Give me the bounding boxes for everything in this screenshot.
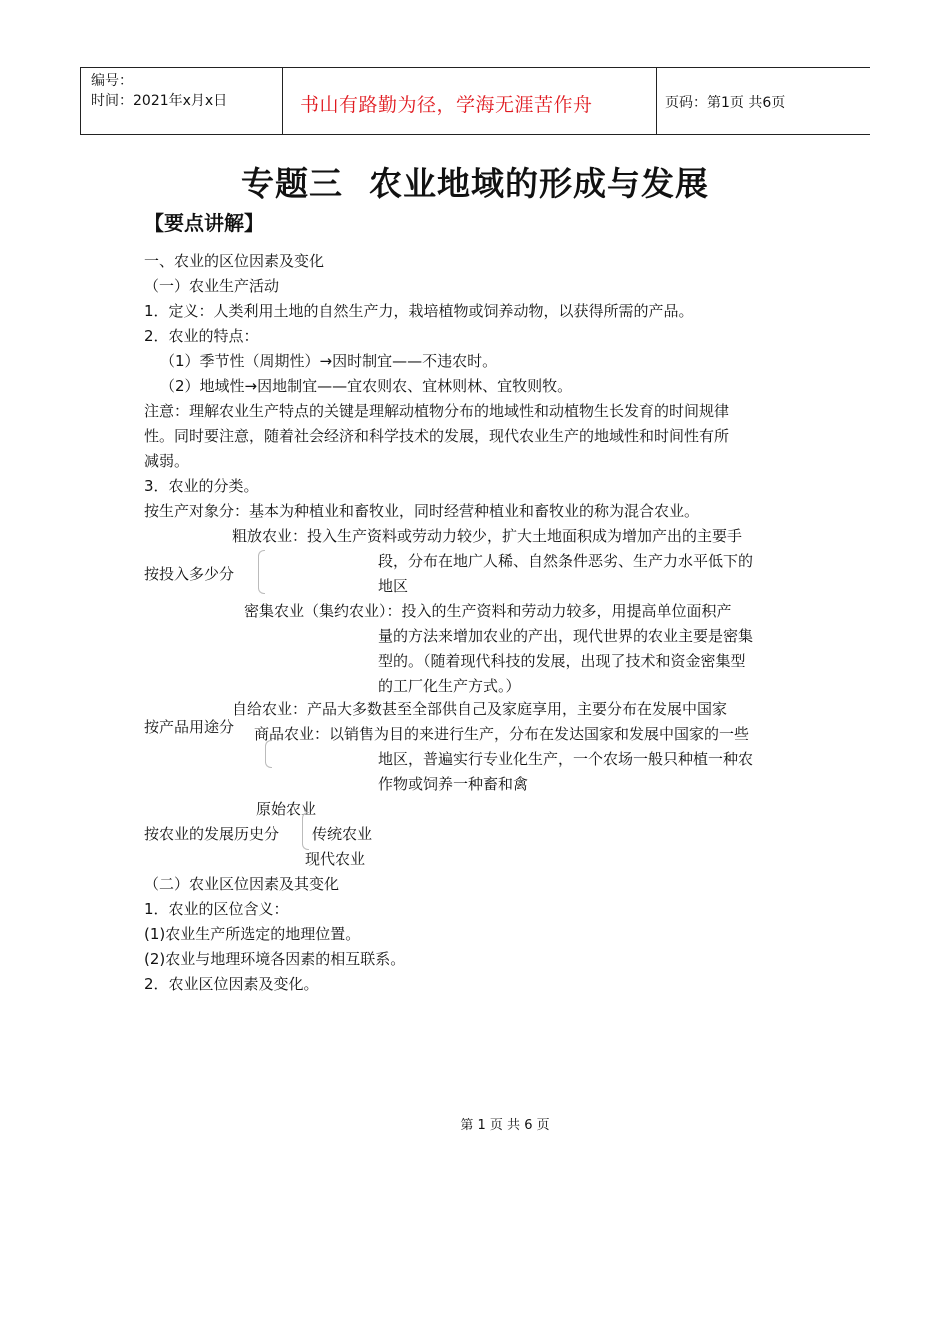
line-definition: 1．定义：人类利用土地的自然生产力，栽培植物或饲养动物，以获得所需的产品。 (144, 302, 694, 320)
extensive-line-1: 粗放农业：投入生产资料或劳动力较少，扩大土地面积成为增加产出的主要手 (232, 527, 743, 545)
title-part1: 专题三 (241, 164, 343, 203)
extensive-line-3: 地区 (378, 577, 409, 595)
by-input-brace (258, 550, 265, 594)
commercial-line-3: 作物或饲养一种畜和禽 (378, 775, 529, 793)
intensive-line-4: 的工厂化生产方式。） (378, 677, 521, 695)
header-table (80, 67, 870, 135)
page-title (0, 158, 950, 205)
line-classification: 3．农业的分类。 (144, 477, 259, 495)
header-meta-cell (81, 68, 283, 134)
primitive-agriculture: 原始农业 (256, 800, 317, 818)
commercial-line-2: 地区，普遍实行专业化生产，一个农场一般只种植一种农 (378, 750, 754, 768)
traditional-agriculture: 传统农业 (312, 825, 373, 843)
line-features: 2．农业的特点： (144, 327, 259, 345)
line-heading-1: 一、农业的区位因素及变化 (144, 252, 325, 270)
page-footer (0, 1114, 950, 1133)
self-sufficient-line-1: 自给农业：产品大多数甚至全部供自己及家庭享用，主要分布在发展中国家 (232, 700, 728, 718)
line-meaning-2: (2)农业与地理环境各因素的相互联系。 (144, 950, 406, 968)
by-use-label: 按产品用途分 (144, 718, 235, 736)
header-page-cell (657, 68, 871, 134)
line-subheading-2: （二）农业区位因素及其变化 (144, 875, 340, 893)
commercial-line-1: 商品农业：以销售为目的来进行生产，分布在发达国家和发展中国家的一些 (254, 725, 750, 743)
extensive-line-2: 段，分布在地广人稀、自然条件恶劣、生产力水平低下的 (378, 552, 754, 570)
line-meaning-1: (1)农业生产所选定的地理位置。 (144, 925, 361, 943)
footer-page-number: 第 1 页 共 6 页 (460, 1118, 550, 1133)
line-note-1: 注意：理解农业生产特点的关键是理解动植物分布的地域性和动植物生长发育的时间规律 (144, 402, 730, 420)
line-feature-2: （2）地域性→因地制宜——宜农则农、宜林则林、宜牧则牧。 (160, 377, 573, 395)
line-note-3: 减弱。 (144, 452, 190, 470)
line-feature-1: （1）季节性（周期性）→因时制宜——不违农时。 (160, 352, 498, 370)
intensive-line-3: 型的。（随着现代科技的发展，出现了技术和资金密集型 (378, 652, 746, 670)
date-label: 时间：2021年x月x日 (91, 93, 228, 109)
by-history-label: 按农业的发展历史分 (144, 825, 280, 843)
by-input-label: 按投入多少分 (144, 565, 235, 583)
line-by-object: 按生产对象分：基本为种植业和畜牧业，同时经营种植业和畜牧业的称为混合农业。 (144, 502, 700, 520)
intensive-line-2: 量的方法来增加农业的产出，现代世界的农业主要是密集 (378, 627, 754, 645)
line-factors: 2．农业区位因素及变化。 (144, 975, 319, 993)
number-label: 编号： (91, 73, 133, 89)
motto: 书山有路勤为径，学海无涯苦作舟 (300, 94, 593, 116)
intensive-line-1: 密集农业（集约农业）：投入的生产资料和劳动力较多，用提高单位面积产 (244, 602, 732, 620)
section-heading: 【要点讲解】 (144, 211, 264, 235)
page-info: 页码：第1页 共6页 (665, 95, 786, 111)
modern-agriculture: 现代农业 (305, 850, 366, 868)
by-use-brace (265, 740, 272, 768)
by-history-brace (302, 812, 309, 850)
header-motto-cell (282, 68, 657, 134)
title-part2: 农业地域的形成与发展 (369, 164, 709, 203)
line-location-meaning: 1．农业的区位含义： (144, 900, 289, 918)
line-note-2: 性。同时要注意，随着社会经济和科学技术的发展，现代农业生产的地域性和时间性有所 (144, 427, 730, 445)
line-subheading-1: （一）农业生产活动 (144, 277, 280, 295)
